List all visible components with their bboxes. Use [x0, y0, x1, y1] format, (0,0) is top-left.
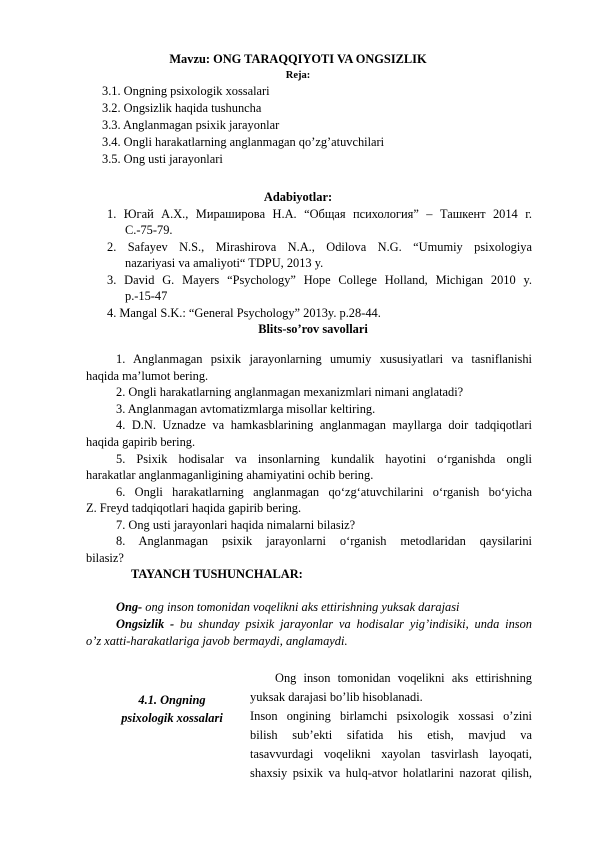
concept-definition-cont: o’z xatti-harakatlariga javob bermaydi, anglamaydi.: [86, 634, 348, 648]
literature-heading: Adabiyotlar:: [263, 190, 333, 204]
question-item: 1. Anglanmagan psixik jarayonlarning umumiy xususiyatlari va tasniflanishi: [116, 352, 532, 366]
question-item: 6. Ongli harakatlarning anglanmagan qo‘zg‘atuvchilarini o‘rganish bo‘yicha: [116, 485, 532, 499]
question-item: 8. Anglanmagan psixik jarayonlarni o‘rganish metodlaridan qaysilarini: [116, 534, 532, 548]
question-item: 3. Anglanmagan avtomatizmlarga misollar keltiring.: [116, 402, 376, 416]
section-heading: [102, 691, 242, 727]
title-prefix: Mavzu:: [169, 52, 214, 66]
section-heading-line: psixologik xossalari: [121, 711, 223, 725]
concept-term: Ongsizlik -: [116, 617, 175, 631]
section-heading-line: 4.1. Ongning: [138, 693, 206, 707]
concept-term: Ong-: [116, 600, 143, 614]
literature-item: 1. Югай А.Х., Мирашировa Н.А. “Общая психология” – Ташкент 2014 г.: [107, 207, 532, 221]
plan-heading: Reja:: [285, 70, 311, 81]
question-item: 2. Ongli harakatlarning anglanmagan mexanizmlari nimani anglatadi?: [116, 385, 464, 399]
title-main: ONG TARAQQIYOTI VA ONGSIZLIK: [213, 52, 427, 66]
concept-ong: [116, 600, 459, 615]
concept-definition: ong inson tomonidan voqelikni aks ettirishning yuksak darajasi: [142, 600, 460, 614]
literature-item-cont: С.-75-79.: [125, 223, 173, 237]
plan-item: 3.3. Anglanmagan psixik jarayonlar: [102, 118, 280, 132]
plan-item: 3.4. Ongli harakatlarning anglanmagan qo’zg’atuvchilari: [102, 135, 385, 149]
section-paragraph-line: bilish sub’ekti sifatida his etish, mavjud va: [250, 728, 532, 742]
plan-item: 3.5. Ong usti jarayonlari: [102, 152, 223, 166]
concept-ongsizlik: [116, 617, 532, 632]
question-item: 7. Ong usti jarayonlari haqida nimalarni bilasiz?: [116, 518, 356, 532]
concept-definition: bu shunday psixik jarayonlar va hodisalar yig’indisiki, unda inson: [174, 617, 532, 631]
concepts-heading: TAYANCH TUSHUNCHALAR:: [131, 567, 303, 581]
question-item-cont: haqida gapirib bering.: [86, 435, 196, 449]
section-paragraph-line: yuksak darajasi bo’lib hisoblanadi.: [250, 690, 423, 704]
section-paragraph-line: Inson ongining birlamchi psixologik xossasi o’zini: [250, 709, 532, 723]
literature-item: 2. Safayev N.S., Mirashirova N.A., Odilova N.G. “Umumiy psixologiya: [107, 240, 532, 254]
question-item-cont: Z. Freyd tadqiqotlari haqida gapirib bering.: [86, 501, 302, 515]
plan-item: 3.1. Ongning psixologik xossalari: [102, 84, 270, 98]
plan-item: 3.2. Ongsizlik haqida tushuncha: [102, 101, 262, 115]
question-item: 4. D.N. Uznadze va hamkasblarining anglanmagan mayllarga doir tadqiqotlari: [116, 418, 532, 432]
literature-item: 4. Mangal S.K.: “General Psychology” 2013y. p.28-44.: [107, 306, 381, 320]
question-item-cont: harakatlar anglanmaganligining ahamiyatini ochib bering.: [86, 468, 374, 482]
literature-item-cont: nazariyasi va amaliyoti“ TDPU, 2013 y.: [125, 256, 324, 270]
question-item: 5. Psixik hodisalar va insonlarning kundalik hayotini o‘rganishda ongli: [116, 452, 532, 466]
blitz-heading: Blits-so’rov savollari: [258, 322, 368, 336]
page-title: [0, 52, 596, 67]
question-item-cont: haqida ma’lumot bering.: [86, 369, 209, 383]
literature-item-cont: p.-15-47: [125, 289, 168, 303]
section-paragraph-line: shaxsiy psixik va hulq-atvor holatlarini nazorat qilish,: [250, 766, 532, 780]
question-item-cont: bilasiz?: [86, 551, 124, 565]
section-paragraph-line: tasavvurdagi voqelikni xayolan tasvirlash layoqati,: [250, 747, 532, 761]
section-paragraph-line: Ong inson tomonidan voqelikni aks ettirishning: [275, 671, 532, 685]
literature-item: 3. David G. Mayers “Psychology” Hope College Holland, Michigan 2010 y.: [107, 273, 532, 287]
